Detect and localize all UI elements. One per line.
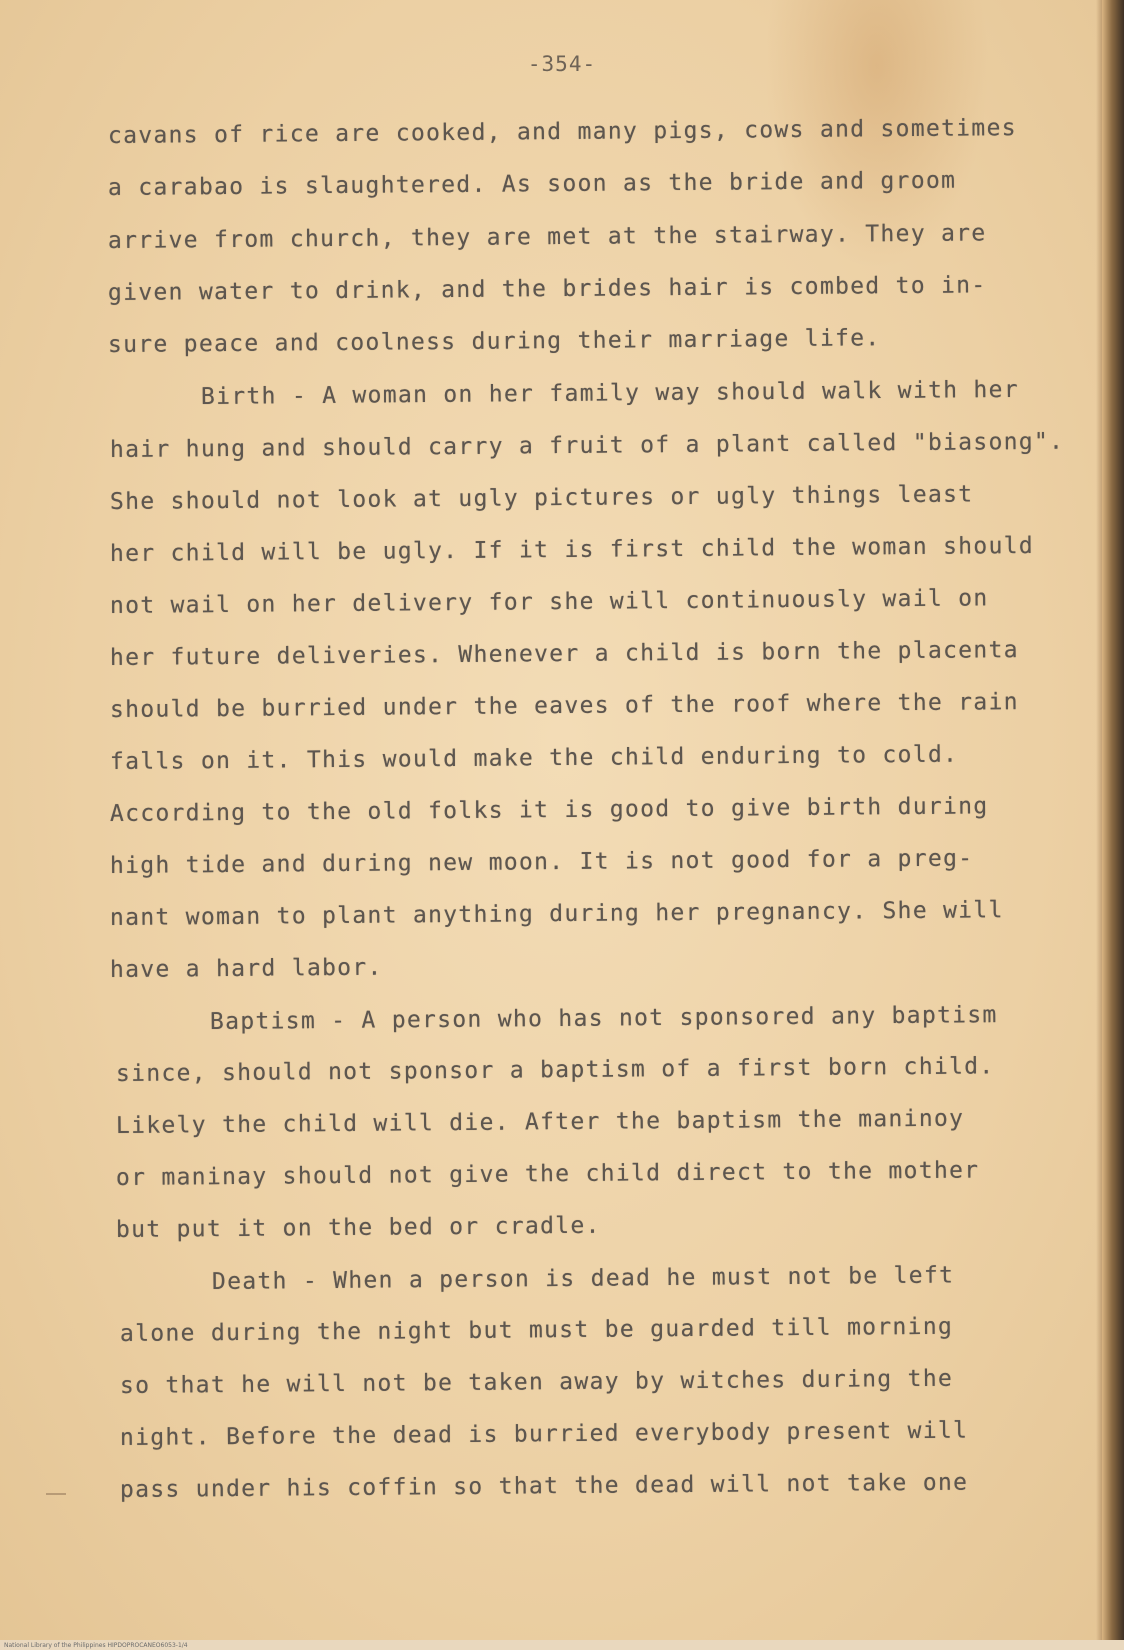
text-line: Birth - A woman on her family way should walk with her [200, 376, 1020, 410]
text-line: should be burried under the eaves of the roof where the rain [109, 689, 1019, 723]
text-line: sure peace and coolness during their marriage life. [107, 325, 881, 358]
text-line: According to the old folks it is good to give birth during [109, 793, 989, 827]
text-line: Death - When a person is dead he must not be left [211, 1262, 955, 1295]
footer-strip [0, 1640, 1124, 1650]
text-line: Baptism - A person who has not sponsored any baptism [209, 1002, 998, 1035]
page-number: -354- [527, 52, 597, 76]
text-line: high tide and during new moon. It is not good for a preg- [109, 845, 974, 879]
text-line: cavans of rice are cooked, and many pigs, cows and sometimes [107, 115, 1017, 149]
text-line: She should not look at ugly pictures or ugly things least [109, 481, 974, 515]
margin-mark [46, 1493, 66, 1495]
text-line: so that he will not be taken away by witches during the [119, 1365, 954, 1399]
text-line: not wail on her delivery for she will continuously wail on [109, 585, 989, 619]
text-line: given water to drink, and the brides hair is combed to in- [107, 272, 987, 306]
text-line: her child will be ugly. If it is first child the woman should [109, 532, 1035, 567]
text-line: falls on it. This would make the child enduring to cold. [109, 741, 959, 775]
text-line: alone during the night but must be guarded till morning [119, 1313, 954, 1347]
text-line: arrive from church, they are met at the stairway. They are [107, 220, 987, 254]
book-binding [1102, 0, 1124, 1650]
text-line: Likely the child will die. After the baptism the maninoy [115, 1105, 965, 1139]
footer-text: National Library of the Philippines HIPDOPROCANEO6053-1/4 [4, 1642, 188, 1649]
text-line: nant woman to plant anything during her pregnancy. She will [109, 897, 1004, 931]
text-line: have a hard labor. [109, 954, 383, 983]
text-line: a carabao is slaughtered. As soon as the bride and groom [107, 167, 957, 201]
text-line: her future deliveries. Whenever a child is born the placenta [109, 637, 1019, 671]
text-line: pass under his coffin so that the dead will not take one [119, 1469, 969, 1503]
text-line: hair hung and should carry a fruit of a plant called "biasong". [109, 428, 1065, 463]
text-line: night. Before the dead is burried everybody present will [119, 1417, 969, 1451]
text-line: or maninay should not give the child direct to the mother [115, 1157, 980, 1191]
text-line: but put it on the bed or cradle. [115, 1212, 601, 1243]
text-line: since, should not sponsor a baptism of a first born child. [115, 1053, 995, 1087]
